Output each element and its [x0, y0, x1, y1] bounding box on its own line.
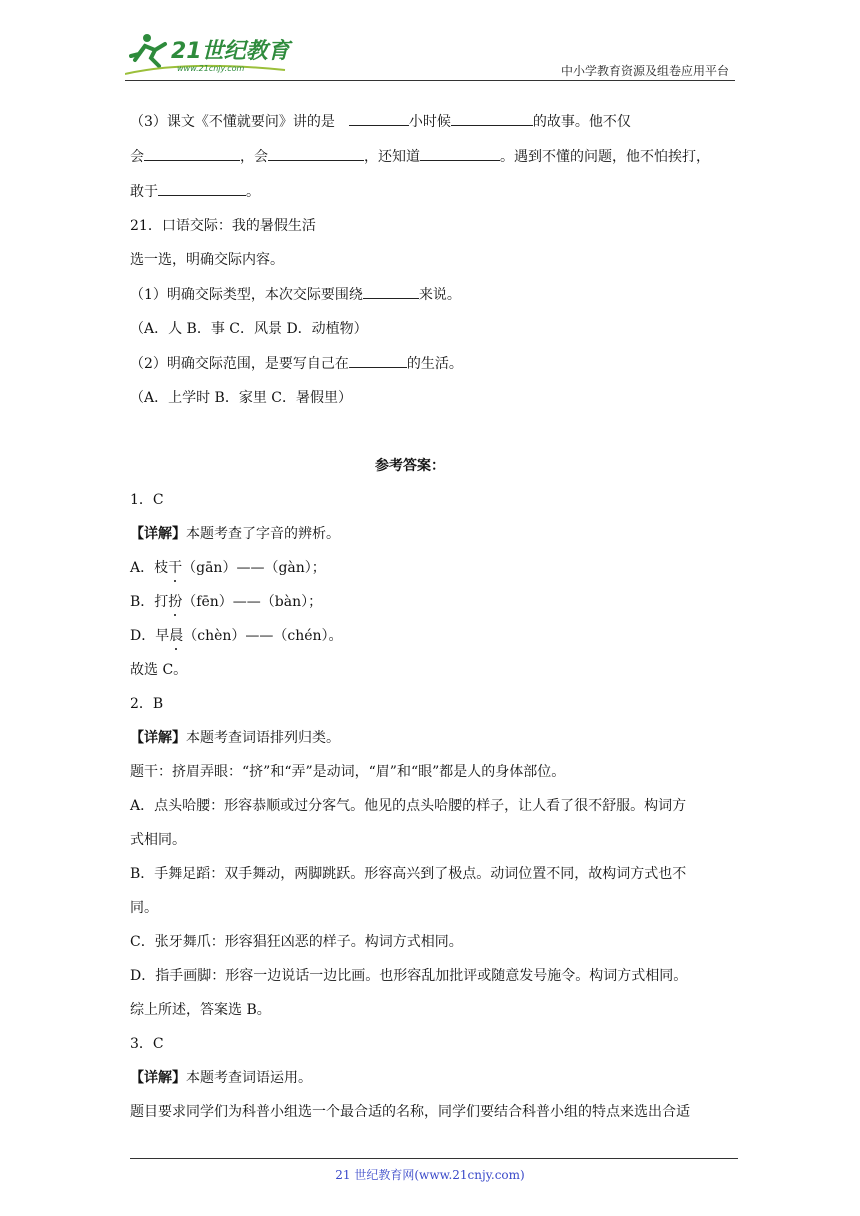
header-rule: [125, 80, 735, 81]
answer-3-number: 3．C: [130, 1036, 164, 1052]
blank[interactable]: [451, 111, 533, 126]
blank[interactable]: [268, 146, 364, 161]
answers-title: 参考答案：: [375, 458, 445, 474]
q20-3-line-1: （3）课文《不懂就要问》讲的是 小时候 的故事。他不仅: [130, 111, 735, 132]
answer-2-d: D．指手画脚：形容一边说话一边比画。也形容乱加批评或随意发号施令。构词方式相同。: [130, 968, 688, 984]
q20-3-line-3: 敢于 。: [130, 181, 735, 202]
footer-rule: [130, 1158, 738, 1159]
page-header: [125, 30, 735, 78]
q21-part-2: （2）明确交际范围，是要写自己在 的生活。: [130, 353, 735, 374]
blank[interactable]: [144, 146, 240, 161]
q21-part-1: （1）明确交际类型，本次交际要围绕 来说。: [130, 284, 735, 305]
q20-3-line-2: 会 ，会 ，还知道 。遇到不懂的问题，他不怕挨打，: [130, 146, 735, 167]
answer-2-b-line-2: 同。: [130, 900, 158, 916]
blank[interactable]: [349, 111, 409, 126]
answer-1-line-b: B．打扮（fēn）——（bàn）；: [130, 594, 323, 610]
q21-title: 21．口语交际：我的暑假生活: [130, 218, 316, 234]
answer-2-b-line-1: B．手舞足蹈：双手舞动，两脚跳跃。形容高兴到了极点。动词位置不同，故构词方式也不: [130, 866, 687, 882]
answer-2-number: 2．B: [130, 696, 164, 712]
answer-2-a-line-1: A．点头哈腰：形容恭顺或过分客气。他见的点头哈腰的样子，让人看了很不舒服。构词方: [130, 798, 687, 814]
answer-3-line-1: 题目要求同学们为科普小组选一个最合适的名称，同学们要结合科普小组的特点来选出合适: [130, 1104, 690, 1120]
answer-1-number: 1．C: [130, 492, 164, 508]
blank[interactable]: [349, 353, 407, 368]
q21-part-1-options: （A．人 B．事 C．风景 D．动植物）: [130, 321, 368, 337]
answer-2-detail: 【详解】本题考查词语排列归类。: [130, 730, 340, 746]
answer-3-detail: 【详解】本题考查词语运用。: [130, 1070, 312, 1086]
answer-2-c: C．张牙舞爪：形容猖狂凶恶的样子。构词方式相同。: [130, 934, 463, 950]
svg-text:www.21cnjy.com: www.21cnjy.com: [177, 64, 245, 73]
q21-part-2-options: （A．上学时 B．家里 C．暑假里）: [130, 390, 353, 406]
site-logo: [125, 30, 295, 76]
svg-text:21世纪教育: 21世纪教育: [171, 39, 290, 64]
answer-2-a-line-2: 式相同。: [130, 832, 186, 848]
blank[interactable]: [420, 146, 500, 161]
blank[interactable]: [158, 181, 246, 196]
answer-2-conclusion: 综上所述，答案选 B。: [130, 1002, 271, 1018]
answer-2-stem: 题干：挤眉弄眼：“挤”和“弄”是动词，“眉”和“眼”都是人的身体部位。: [130, 764, 566, 780]
answer-1-detail: 【详解】本题考查了字音的辨析。: [130, 526, 340, 542]
header-platform-text: 中小学教育资源及组卷应用平台: [560, 64, 729, 78]
footer-link[interactable]: 21 世纪教育网(www.21cnjy.com): [335, 1168, 525, 1182]
q21-intro: 选一选，明确交际内容。: [130, 252, 284, 268]
answer-1-conclusion: 故选 C。: [130, 662, 188, 678]
answer-1-line-a: A．枝干（gān）——（gàn）；: [130, 560, 326, 576]
blank[interactable]: [363, 284, 419, 299]
document-body: [130, 108, 735, 1122]
answer-1-line-d: D．早晨（chèn）——（chén）。: [130, 628, 343, 644]
